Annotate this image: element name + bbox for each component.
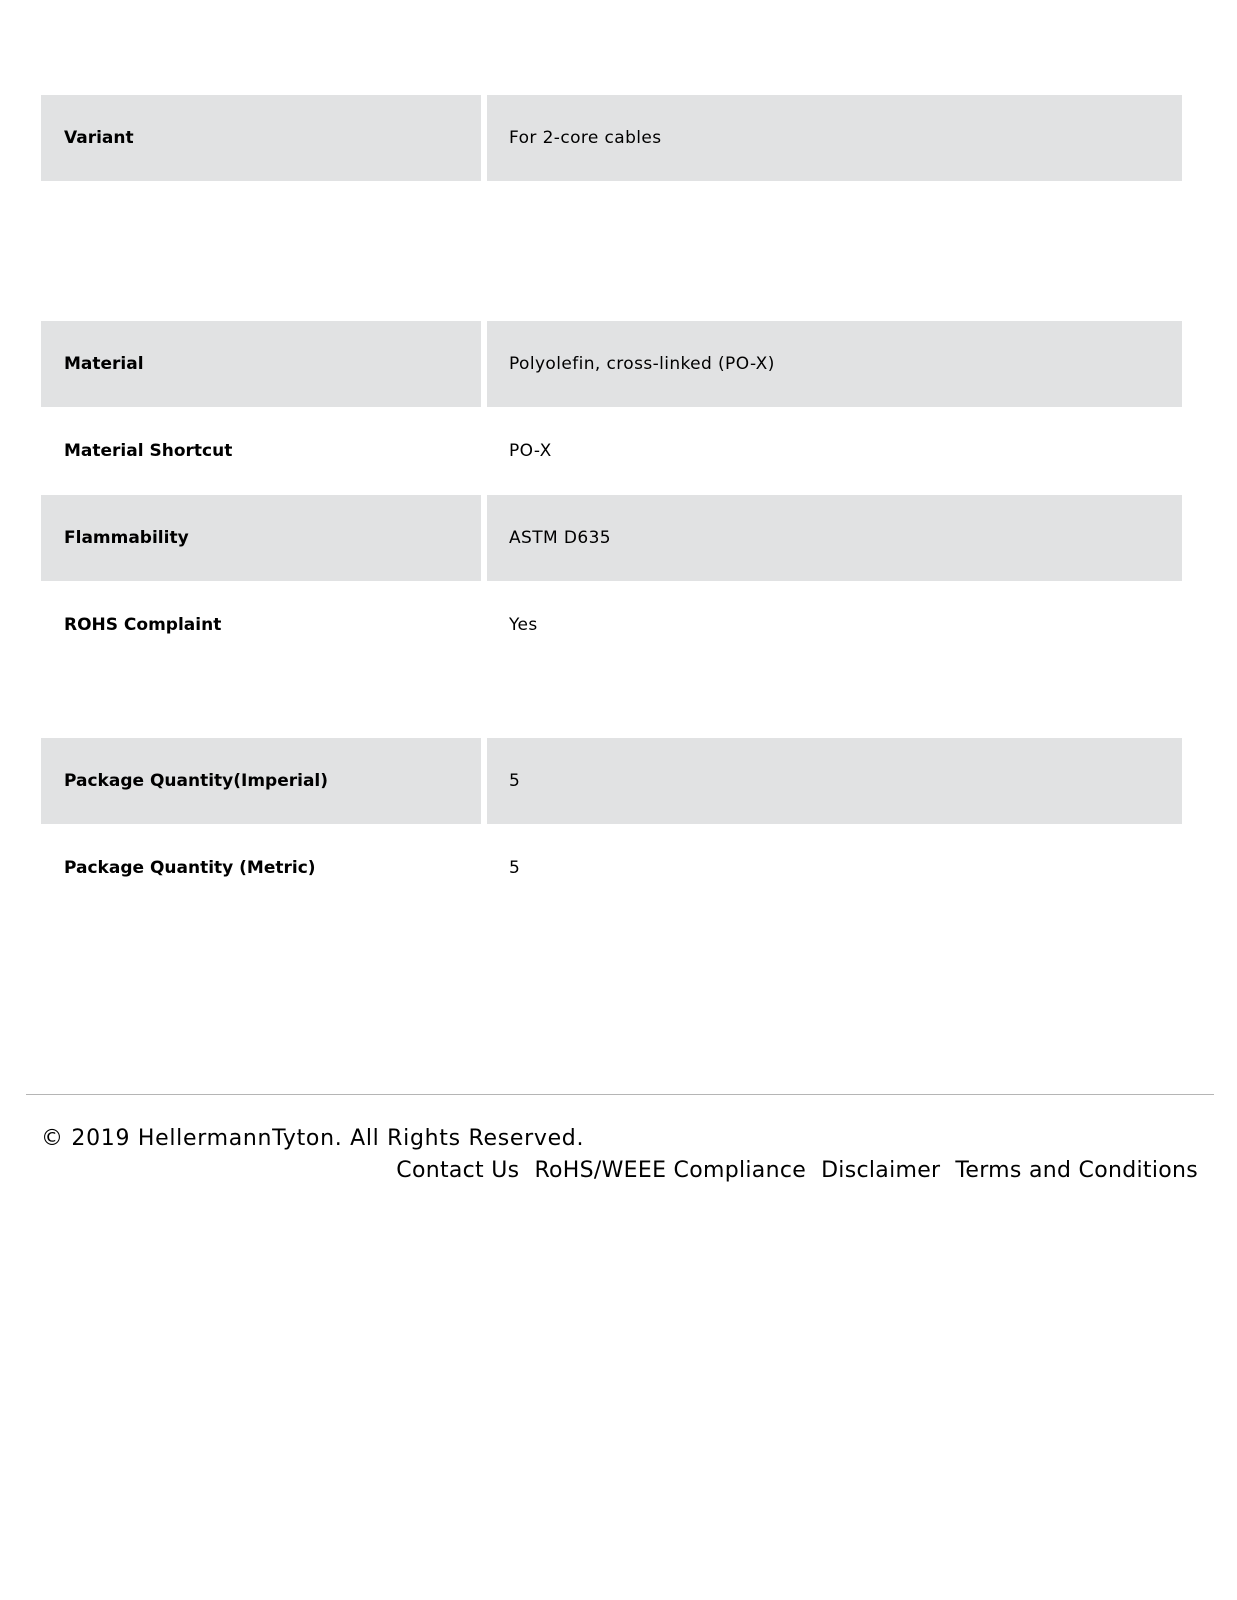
disclaimer-link[interactable]: Disclaimer — [821, 1158, 941, 1183]
footer-links — [396, 1158, 1198, 1183]
table-row-material-shortcut — [41, 408, 1182, 494]
spec-value: PO-X — [509, 441, 552, 461]
spec-value: Polyolefin, cross-linked (PO-X) — [487, 321, 1182, 407]
spec-label: ROHS Complaint — [64, 615, 222, 635]
spec-label: Material Shortcut — [64, 441, 233, 461]
footer-divider — [26, 1094, 1214, 1095]
spec-label: Variant — [41, 95, 481, 181]
table-row-flammability — [41, 495, 1182, 581]
rohs-weee-compliance-link[interactable]: RoHS/WEEE Compliance — [534, 1158, 807, 1183]
table-row-package-imperial — [41, 738, 1182, 824]
spec-value: ASTM D635 — [487, 495, 1182, 581]
spec-label: Package Quantity(Imperial) — [41, 738, 481, 824]
spec-label: Material — [41, 321, 481, 407]
spec-value: 5 — [509, 858, 521, 878]
copyright-text: © 2019 HellermannTyton. All Rights Reserved. — [41, 1126, 585, 1151]
spec-value: Yes — [509, 615, 538, 635]
spec-value: 5 — [487, 738, 1182, 824]
spec-value: For 2-core cables — [487, 95, 1182, 181]
spec-label: Flammability — [41, 495, 481, 581]
contact-us-link[interactable]: Contact Us — [396, 1158, 520, 1183]
table-row-package-metric — [41, 825, 1182, 911]
table-row-material — [41, 321, 1182, 407]
spec-label: Package Quantity (Metric) — [64, 858, 316, 878]
table-row-variant — [41, 95, 1182, 181]
table-row-rohs — [41, 582, 1182, 668]
terms-and-conditions-link[interactable]: Terms and Conditions — [955, 1158, 1198, 1183]
